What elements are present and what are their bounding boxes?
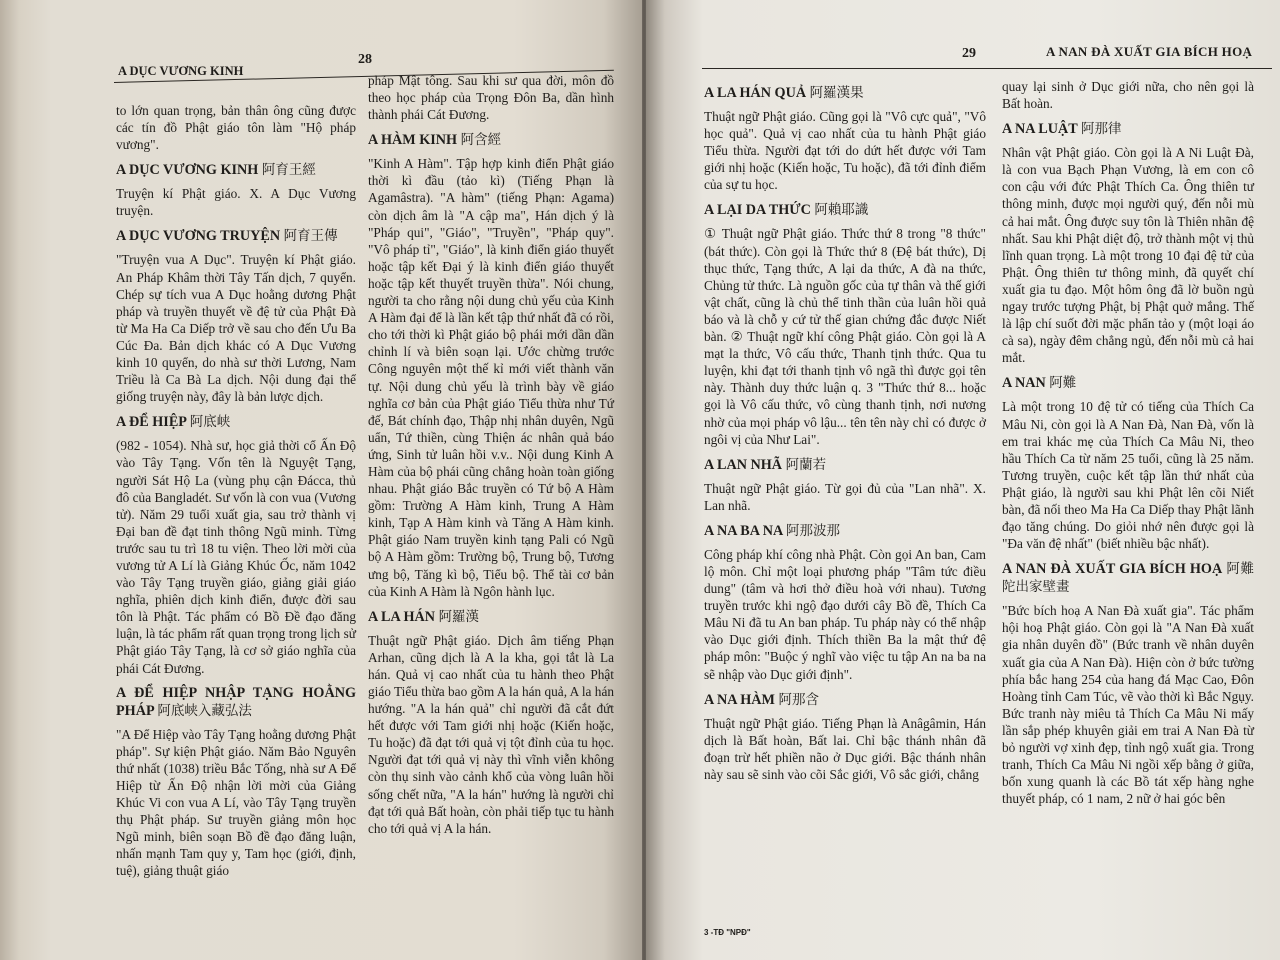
entry-chinese-title: 阿賴耶識 xyxy=(814,202,869,218)
entry-chinese-title: 阿那波那 xyxy=(786,522,840,538)
entry-heading xyxy=(1002,560,1254,596)
entry-paragraph: "A Để Hiệp vào Tây Tạng hoằng dương Phật pháp". Sự kiện Phật giáo. Năm Bảo Nguyên thứ nhất (1038) triều Bắc Tống, nhà sư A Để Hiệp từ Ấn Độ nhận lời mời của Giảng Khúc Vi con vua A Lí, vào Tây Tạng truyền thụ Phật pháp. Sư truyền giảng môn học Ngũ minh, biên soạn Bồ đề đạo đăng luận, nhấn mạnh Tam quy y, Tam học (giới, định, tuệ), giảng thuật giáo xyxy=(116,726,356,879)
entry-paragraph: quay lại sinh ở Dục giới nữa, cho nên gọi là Bất hoàn. xyxy=(1002,79,1254,112)
entry-title: A NA HÀM xyxy=(704,691,775,708)
entry-paragraph: "Kinh A Hàm". Tập hợp kinh điển Phật giáo thời kì đầu (tảo kì) (Tiếng Phạn là Agamâstra). "A hàm" (tiếng Phạn: Agama) còn dịch âm là "A cập ma", Hán dịch ý là "Pháp qui", "Giáo", "Truyền", "Pháp quy". "Vô pháp tỉ", "Giáo", là kinh điển giáo thuyết hoặc tập kết Đại ý là kinh điển giáo thuyết hoặc tập kết thuyết truyền thừa". Nói chung, người ta cho rằng nội dung chủ yếu của Kinh A Hàm đại để là lần kết tập thứ nhất đã có rồi, cho tới thời kì Phật giáo bộ phái mới dần dần chỉnh lí và biên soạn lại. Ước chừng trước Công nguyên một thế kỉ mới viết thành văn tự. Nội dung chủ yếu là trình bày về giáo nghĩa cơ bản của Phật giáo Tiểu thừa như Tứ đế, Bát chính đạo, Thập nhị nhân duyên, Ngũ uẩn, Tứ thiền, cùng Thiện ác nhân quả báo ứng, Sinh tử luân hồi v.v.. Nội dung Kinh A Hàm của bộ phái cũng chẳng hoàn toàn giống nhau. Phật giáo Bắc truyền có Tứ bộ A Hàm gồm: Trường A Hàm kinh, Trung A Hàm kinh, Tạp A Hàm kinh và Tăng A Hàm kinh. Phật giáo Nam truyền kinh tạng Pali có Ngũ bộ A Hàm gồm: Trường bộ, Trung bộ, Tương ưng bộ, Tăng kì bộ, Tiểu bộ. Thể tài cơ bản của Kinh A Hàm là Ngôn hành lục. xyxy=(368,156,614,599)
right-page xyxy=(646,0,1280,960)
entry-paragraph: Thuật ngữ Phật giáo. Cũng gọi là "Vô cực quả", "Vô học quả". Quả vị cao nhất của tu hành Phật giáo Tiểu thừa. Người đạt tới do dứt hết được với Tam giới nhị hoặc (Kiến hoặc, Tu hoặc), đã tới đỉnh điểm của sự tu học. xyxy=(704,109,986,193)
entry-heading xyxy=(704,84,986,102)
entry-heading xyxy=(704,456,986,474)
entry-heading xyxy=(368,131,614,149)
entry-title: A ĐỂ HIỆP xyxy=(116,414,187,431)
right-column-2 xyxy=(1002,78,1254,815)
left-column-2 xyxy=(368,72,614,845)
entry-chinese-title: 阿羅漢果 xyxy=(809,85,864,100)
entry-title: A NAN xyxy=(1002,375,1046,392)
entry-chinese-title: 阿那含 xyxy=(778,691,819,707)
entry-heading xyxy=(116,685,356,720)
left-running-head: A DỤC VƯƠNG KINH xyxy=(118,64,244,78)
entry-heading xyxy=(116,161,356,179)
entry-heading xyxy=(1002,374,1254,392)
entry-title: A HÀM KINH xyxy=(368,132,458,149)
entry-paragraph: "Truyện vua A Dục". Truyện kí Phật giáo. An Pháp Khâm thời Tây Tấn dịch, 7 quyển. Chép sự tích vua A Dục hoằng dương Phật pháp và truyền thuyết về đệ tử của Phật Đà từ Ma Ha Ca Diếp trở về sau cho đến Ưu Ba Cúc Đa. Bản dịch khác có A Dục Vương kinh 10 quyển, do nhà sư thời Lương, Nam Triều là Ca Bà La dịch. Nội dung đại thể giống truyện này, đây là bản lược dịch. xyxy=(116,252,356,405)
entry-title: A ĐỂ HIỆP NHẬP TẠNG HOẰNG PHÁP xyxy=(116,684,356,719)
entry-title: A LA HÁN QUẢ xyxy=(704,85,807,101)
entry-chinese-title: 阿育王經 xyxy=(261,162,316,178)
entry-paragraph: pháp Mật tông. Sau khi sư qua đời, môn đồ theo học pháp của Trọng Đôn Ba, dần hình thành phái Cát Đương. xyxy=(368,73,614,123)
entry-title: A DỤC VƯƠNG TRUYỆN xyxy=(116,228,281,245)
entry-title: A NA LUẬT xyxy=(1002,121,1078,138)
entry-paragraph: (982 - 1054). Nhà sư, học giả thời cổ Ấn Độ vào Tây Tạng. Vốn tên là Nguyệt Tạng, người Sát Hộ La (vùng phụ cận Đácca, thủ đô của Bangladét. Sư vốn là con vua (Vương tử). Năm 29 tuổi xuất gia, sau trở thành vị Đại ban đề đạt tinh thông Ngũ minh. Từng trước sau tu trì 18 tu viện. Theo lời mời của vương tử A Lí là Giảng Khúc Ốc, năm 1042 vào Tây Tạng truyền giáo, giảng giải giáo nghĩa, phiên dịch kinh điển, được đời sau tôn là Phật. Tác phẩm có Bồ Đề đạo đăng luận, là tác phẩm rất quan trọng trong lịch sử Phật giáo Tây Tạng, là cơ sở giáo nghĩa của phái Cát Đương. xyxy=(116,438,356,676)
entry-heading xyxy=(704,522,986,540)
right-column-1 xyxy=(704,78,986,791)
entry-chinese-title: 阿蘭若 xyxy=(785,456,827,472)
entry-title: A NAN ĐÀ XUẤT GIA BÍCH HOẠ xyxy=(1002,561,1223,578)
right-page-number: 29 xyxy=(962,46,976,61)
entry-chinese-title: 阿那律 xyxy=(1080,121,1122,137)
entry-paragraph: Nhân vật Phật giáo. Còn gọi là A Ni Luật Đà, là con vua Bạch Phạn Vương, là em con cô con cậu với đức Phật Thích Ca. Ông thiên tư thông minh, được mọi người quý, đến nỗi mù cả hai mắt. Ông được suy tôn là Thiên nhãn đệ nhất. Sau khi Phật diệt độ, trở thành một vị thủ lĩnh quan trọng. Là một trong 10 đại đệ tử của Phật. Ông thiên tư thông minh, đã quyết chí xuất gia tu đạo. Một hôm ông đã lờ buồn ngủ ngay trước tượng Phật, bị Phật quở mắng. Thế là lập chí suốt đời mặc phẩn tảo y (một loại áo cà sa), ngày đêm chẳng ngủ, đến nỗi mù cả hai mắt. xyxy=(1002,145,1254,366)
entry-title: A NA BA NA xyxy=(704,522,783,539)
entry-heading xyxy=(1002,120,1254,138)
entry-chinese-title: 阿育王傳 xyxy=(283,228,338,244)
entry-heading xyxy=(116,413,356,431)
entry-title: A LA HÁN xyxy=(368,608,436,625)
entry-paragraph: to lớn quan trọng, bản thân ông cũng được các tín đồ Phật giáo tôn làm "Hộ pháp vương". xyxy=(116,103,356,153)
entry-paragraph: Truyện kí Phật giáo. X. A Dục Vương truyện. xyxy=(116,186,356,219)
right-running-head: A NAN ĐÀ XUẤT GIA BÍCH HOẠ xyxy=(1046,44,1253,59)
entry-heading xyxy=(704,691,986,709)
entry-paragraph: Công pháp khí công nhà Phật. Còn gọi An ban, Cam lộ môn. Chỉ một loại phương pháp "Tâm tức điều dung" (tâm và hơi thở điều hoà với nhau). Tương truyền trước khi ngộ đạo dưới cây Bồ đề, Thích Ca Mâu Ni đã tu An ban pháp. Tu pháp này có thể nhập vào Dục giới định. Thích thiền Ba la mật thứ đệ pháp môn: "Buộc ý nghĩ vào việc tu tập An na ba na sẽ nhập vào Dục giới định". xyxy=(704,546,986,682)
page-footer: 3 -TĐ "NPĐ" xyxy=(704,928,751,937)
left-column-1 xyxy=(116,102,356,887)
entry-title: A LAN NHÃ xyxy=(704,456,783,473)
right-header-rule xyxy=(702,68,1272,69)
entry-title: A LẠI DA THỨC xyxy=(704,202,811,219)
entry-chinese-title: 阿底峡入藏弘法 xyxy=(157,702,252,718)
entry-heading xyxy=(368,608,614,626)
entry-paragraph: ① Thuật ngữ Phật giáo. Thức thứ 8 trong "8 thức" (bát thức). Còn gọi là Thức thứ 8 (Đệ bát thức), Dị thục thức, Tạng thức, A lại da thức, A đà na thức, Chủng tử thức. Là nguồn gốc của tự thân và thế giới vật chất, cũng là chủ thể tinh thần của luân hồi quả báo và là chỗ y cứ tử thế gian chứng đắc được Niết bàn. ② Thuật ngữ khí công Phật giáo. Còn gọi là A mạt la thức, Vô cấu thức, Thanh tịnh thức. Qua tu luyện, khi đạt tới thanh tịnh vô ngã thì được gọi tên này. Thành duy thức luận q. 3 "Thức thứ 8... hoặc gọi là Vô cấu thức, vô cùng thanh tịnh, nơi nương nhờ của mọi pháp vô lậu... tên tên này chỉ có được ở ngôi vị của Như Lai". xyxy=(704,226,986,447)
entry-chinese-title: 阿難陀出家壁畫 xyxy=(1002,561,1255,595)
entry-paragraph: Thuật ngữ Phật giáo. Dịch âm tiếng Phạn Arhan, cũng dịch là A la kha, gọi tắt là La hán. Quả vị cao nhất của tu hành theo Phật giáo Tiểu thừa bao gồm A la hán quả, A la hán hướng. "A la hán quả" chỉ người đã cắt đứt hết được với Tam giới nhị hoặc (Kiến hoặc, Tu hoặc) đã đạt tới quả vị tột đỉnh của tu học. Người đạt tới quả vị này thì vĩnh viễn không còn thụ sinh vào cảnh khổ của vòng luân hồi sống chết nữa, "A la hán" hướng là người chỉ đạt tới quả Bất hoàn, còn phải tiếp tục tu hành cho tới quả vị A la hán. xyxy=(368,632,614,836)
entry-chinese-title: 阿含經 xyxy=(460,132,502,148)
entry-chinese-title: 阿羅漢 xyxy=(438,608,480,624)
entry-paragraph: Thuật ngữ Phật giáo. Từ gọi đủ của "Lan nhã". X. Lan nhã. xyxy=(704,480,986,513)
entry-heading xyxy=(704,201,986,219)
entry-paragraph: "Bức bích hoạ A Nan Đà xuất gia". Tác phẩm hội hoạ Phật giáo. Còn gọi là "A Nan Đà xuất gia nhân duyên đồ" (Bức tranh về nhân duyên xuất gia của A Nan Đà). Hiện còn ở bức tường phía bắc hang 254 của hang đá Mạc Cao, Đôn Hoàng tỉnh Cam Túc, vẽ vào thời kì Bắc Ngụy. Bức tranh này miêu tả Thích Ca Mâu Ni mấy lần sắp phép khuyên giải em trai A Nan Đà từ bỏ người vợ xinh đẹp, tỉnh ngộ xuất gia. Trong tranh, Thích Ca Mâu Ni ngồi xếp bằng ở giữa, bốn xung quanh là các Bồ tát xếp hàng nghe thuyết pháp, có 1 nam, 2 nữ ở hai góc bên xyxy=(1002,603,1254,807)
entry-paragraph: Là một trong 10 đệ tử có tiếng của Thích Ca Mâu Ni, còn gọi là A Nan Đà, Nan Đà, vốn là em trai khác mẹ của Thích Ca Mâu Ni, theo hầu Thích Ca từ năm 25 tuổi, cũng là 25 năm. Tương truyền, cuộc kết tập lần thứ nhất của Phật giáo, là người sau khi Phật lên cõi Niết bàn, đã nối theo Ma Ha Ca Diếp thay Phật lãnh đạo tăng chúng. Do giỏi nhớ nên được gọi là "Đa văn đệ nhất" (biết nhiều bậc nhất). xyxy=(1002,399,1254,552)
entry-heading xyxy=(116,227,356,245)
entry-title: A DỤC VƯƠNG KINH xyxy=(116,162,259,179)
entry-chinese-title: 阿難 xyxy=(1049,375,1077,391)
entry-chinese-title: 阿底峡 xyxy=(189,414,231,430)
left-page-number: 28 xyxy=(358,52,372,67)
entry-paragraph: Thuật ngữ Phật giáo. Tiếng Phạn là Anâgâmin, Hán dịch là Bất hoàn, Bất lai. Chỉ bậc thánh nhân đã đoạn trừ hết phiền não ở Dục giới. Bậc thánh nhân này sau sẽ sinh vào cõi Sắc giới, Vô sắc giới, chẳng xyxy=(704,715,986,782)
